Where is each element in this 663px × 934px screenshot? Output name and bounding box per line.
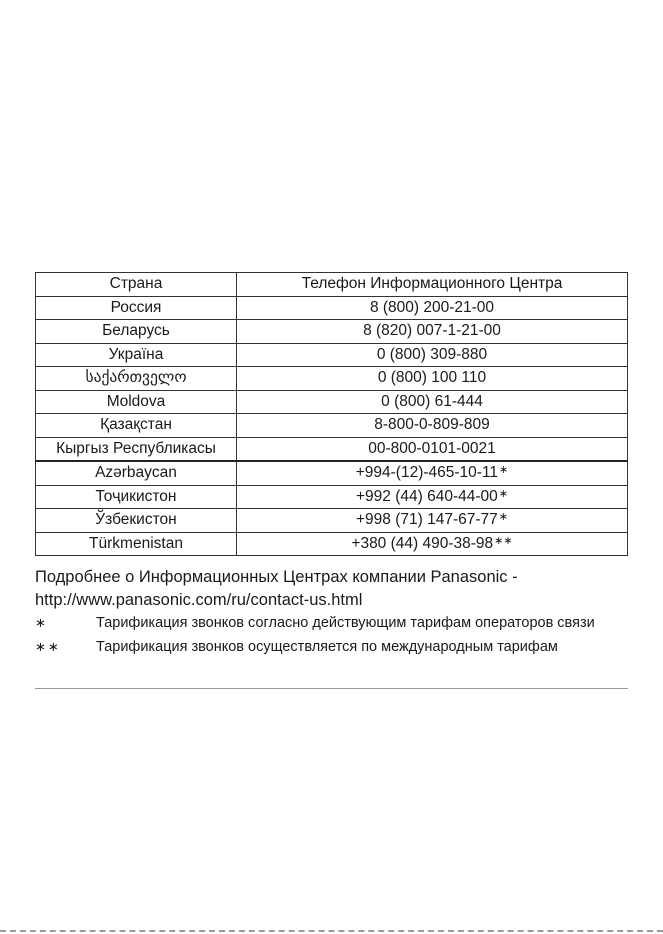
table-row [36,320,628,344]
phone-number: 0 (800) 309-880 [376,345,488,363]
phone-cell [237,390,628,414]
table-row [36,390,628,414]
country-cell: Россия [36,296,237,320]
page-bottom-edge [0,930,663,932]
asterisk-symbol: ∗ [35,615,48,630]
phone-number: +380 (44) 490-38-98 [351,534,494,552]
contact-info-paragraph [35,566,635,612]
footnote-double-asterisk [35,638,645,656]
table-row [36,461,628,485]
horizontal-divider [35,688,628,689]
phone-column-header: Телефон Информационного Центра [237,273,628,297]
phone-cell [237,414,628,438]
phone-number: +992 (44) 640-44-00 [356,487,498,505]
footnote-mark: ∗ [498,487,508,500]
footnote-text: Тарификация звонков осуществляется по международным тарифам [96,639,558,655]
phone-number: 8 (820) 007-1-21-00 [363,322,501,340]
phone-number: 0 (800) 100 110 [377,369,487,387]
country-cell: Кыргыз Республикасы [36,437,237,461]
table-row [36,343,628,367]
table-header-row [36,273,628,297]
phone-cell [237,485,628,509]
phone-number: +998 (71) 147-67-77 [356,511,498,529]
country-cell: Қазақстан [36,414,237,438]
country-cell: საქართველო [36,367,237,391]
contact-centers-table [35,272,628,556]
phone-cell [237,461,628,485]
double-asterisk-symbol: ∗∗ [35,639,61,654]
phone-cell [237,532,628,556]
phone-number: 8-800-0-809-809 [374,416,490,434]
footnote-text: Тарификация звонков согласно действующим тарифам операторов связи [96,615,595,631]
table-row [36,509,628,533]
country-cell: Azərbaycan [36,461,237,485]
phone-number: 0 (800) 61-444 [381,392,483,410]
phone-cell [237,367,628,391]
country-cell: Беларусь [36,320,237,344]
country-cell: Тоҷикистон [36,485,237,509]
contact-url: http://www.panasonic.com/ru/contact-us.html [35,591,363,609]
phone-number: 8 (800) 200-21-00 [369,298,495,316]
info-text: Подробнее о Информационных Центрах компании Panasonic - [35,568,518,586]
table-row [36,367,628,391]
table-row [36,296,628,320]
country-cell: Ўзбекистон [36,509,237,533]
table-row [36,532,628,556]
table-row [36,485,628,509]
footnote-mark: ∗ [499,464,509,477]
country-cell: Україна [36,343,237,367]
phone-number: +994-(12)-465-10-11 [355,464,499,482]
footnote-mark: ∗ [498,511,508,524]
table-row [36,414,628,438]
table-row [36,437,628,461]
phone-number: 00-800-0101-0021 [368,439,496,457]
footnote-single-asterisk [35,614,645,632]
country-cell: Moldova [36,390,237,414]
phone-cell [237,509,628,533]
footnote-mark: ∗∗ [494,534,513,547]
country-column-header: Страна [36,273,237,297]
country-cell: Türkmenistan [36,532,237,556]
phone-cell [237,437,628,461]
phone-cell [237,343,628,367]
phone-cell [237,320,628,344]
phone-cell [237,296,628,320]
